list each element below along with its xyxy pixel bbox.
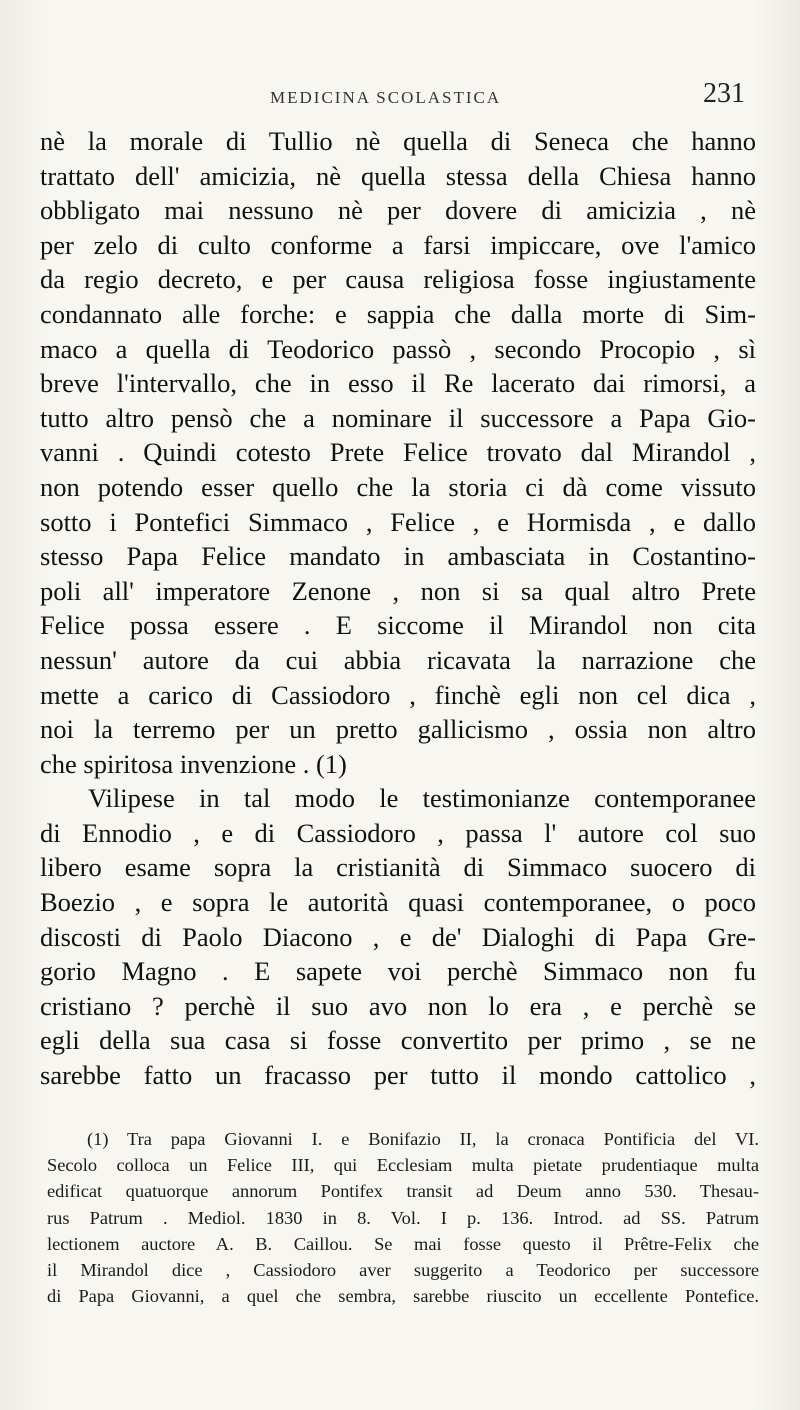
text-line: maco a quella di Teodorico passò , secondo Procopio , sì xyxy=(40,333,756,364)
footnote-line: edificat quatuorque annorum Pontifex transit ad Deum anno 530. Thesau- xyxy=(47,1181,759,1202)
text-line: obbligato mai nessuno nè per dovere di amicizia , nè xyxy=(40,195,756,226)
text-line: non potendo esser quello che la storia ci dà come vissuto xyxy=(40,471,756,502)
running-title: MEDICINA SCOLASTICA xyxy=(270,88,502,107)
text-line: poli all' imperatore Zenone , non si sa qual altro Prete xyxy=(40,575,756,606)
text-line: mette a carico di Cassiodoro , finchè egli non cel dica , xyxy=(40,679,756,710)
text-line: egli della sua casa si fosse convertito per primo , se ne xyxy=(40,1025,756,1056)
text-line: sotto i Pontefici Simmaco , Felice , e Hormisda , e dallo xyxy=(40,506,756,537)
text-line: tutto altro pensò che a nominare il successore a Papa Gio- xyxy=(40,402,756,433)
text-line: che spiritosa invenzione . (1) xyxy=(40,748,347,779)
text-line: trattato dell' amicizia, nè quella stessa della Chiesa hanno xyxy=(40,160,756,191)
text-line: sarebbe fatto un fracasso per tutto il mondo cattolico , xyxy=(40,1060,756,1091)
text-line: noi la terremo per un pretto gallicismo , ossia non altro xyxy=(40,714,756,745)
text-line: nè la morale di Tullio nè quella di Seneca che hanno xyxy=(40,126,756,156)
footnote-line: rus Patrum . Mediol. 1830 in 8. Vol. I p. 136. Introd. ad SS. Patrum xyxy=(47,1207,759,1228)
text-line: breve l'intervallo, che in esso il Re lacerato dai rimorsi, a xyxy=(40,368,756,399)
text-line: Boezio , e sopra le autorità quasi contemporanee, o poco xyxy=(40,887,756,918)
footnote-line: (1) Tra papa Giovanni I. e Bonifazio II, la cronaca Pontificia del VI. xyxy=(87,1129,759,1149)
footnote-line: Secolo colloca un Felice III, qui Ecclesiam multa pietate prudentiaque multa xyxy=(47,1155,759,1176)
text-line: vanni . Quindi cotesto Prete Felice trovato dal Mirandol , xyxy=(40,437,756,468)
text-line: gorio Magno . E sapete voi perchè Simmaco non fu xyxy=(40,956,756,987)
text-line: Vilipese in tal modo le testimonianze contemporanee xyxy=(88,783,756,814)
footnote-line: di Papa Giovanni, a quel che sembra, sarebbe riuscito un eccellente Pontefice. xyxy=(47,1286,759,1307)
text-line: cristiano ? perchè il suo avo non lo era , e perchè se xyxy=(40,990,756,1021)
text-line: Felice possa essere . E siccome il Mirandol non cita xyxy=(40,610,756,641)
text-line: di Ennodio , e di Cassiodoro , passa l' autore col suo xyxy=(40,817,756,848)
main-text xyxy=(40,124,756,1093)
footnote-line: lectionem auctore A. B. Caillou. Se mai fosse questo il Prêtre-Felix che xyxy=(47,1233,759,1254)
text-line: per zelo di culto conforme a farsi impiccare, ove l'amico xyxy=(40,229,756,260)
text-line: libero esame sopra la cristianità di Simmaco suocero di xyxy=(40,852,756,883)
footnote xyxy=(47,1126,759,1309)
text-line: condannato alle forche: e sappia che dalla morte di Sim- xyxy=(40,298,756,329)
text-line: discosti di Paolo Diacono , e de' Dialoghi di Papa Gre- xyxy=(40,921,756,952)
footnote-line: il Mirandol dice , Cassiodoro aver suggerito a Teodorico per successore xyxy=(47,1259,759,1280)
text-line: nessun' autore da cui abbia ricavata la narrazione che xyxy=(40,644,756,675)
page-number: 231 xyxy=(703,78,745,109)
text-line: stesso Papa Felice mandato in ambasciata in Costantino- xyxy=(40,541,756,572)
text-line: da regio decreto, e per causa religiosa fosse ingiustamente xyxy=(40,264,756,295)
